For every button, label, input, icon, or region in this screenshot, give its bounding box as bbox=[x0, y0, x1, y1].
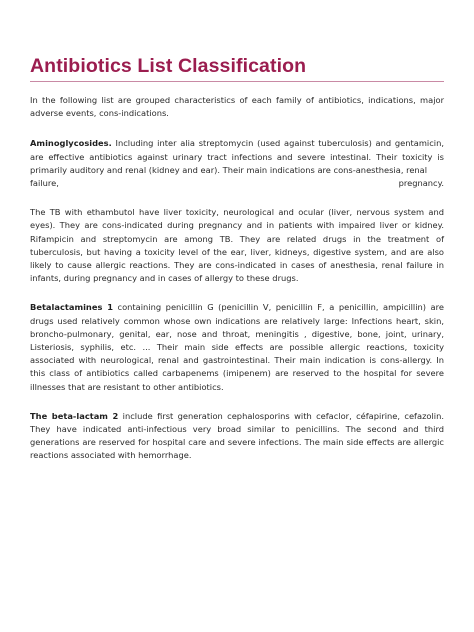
beta-lactam-2-text: include first generation cephalosporins with cefaclor, céfapirine, cefazolin. They have indicated anti-infectious very broad similar to penicillins. The second and third generations are reserved for hospital care and severe infections. The main side effects are allergic reactions associated with hemorrhage. bbox=[30, 410, 445, 461]
betalactamines-text: containing penicillin G (penicillin V, penicillin F, a penicillin, ampicillin) are drugs used relatively common whose own indications are relatively large: Infections heart, skin, broncho-pulmonary, genital, ear, nose and throat, meningitis , digestive, bone, joint, urinary, Listeriosis, syphilis, etc. ... Their main side effects are possible allergic reactions, toxicity associated with neurological, renal and gastrointestinal. Their main indication is cons-allergy. In this class of antibiotics called carbapenems (imipenem) are reserved to the hospital for severe illnesses that are resistant to other antibiotics. bbox=[30, 302, 444, 392]
aminoglycosides-text: Including inter alia streptomycin (used against tuberculosis) and gentamicin, are effective antibiotics against urinary tract infections and severe intestinal. Their toxicity is primarily auditory and renal (kidney and ear). Their main indications are cons-anesthesia, renal bbox=[30, 138, 444, 175]
document-title: Antibiotics List Classification bbox=[30, 54, 444, 82]
beta-lactam-2-paragraph bbox=[30, 410, 444, 463]
aminoglycosides-last-line: failure, pregnancy. bbox=[30, 178, 444, 189]
document-page bbox=[30, 54, 444, 463]
betalactamines-paragraph bbox=[30, 301, 444, 393]
intro-paragraph: In the following list are grouped characteristics of each family of antibiotics, indications, major adverse events, cons-indications. bbox=[30, 95, 444, 119]
aminoglycosides-paragraph bbox=[30, 137, 444, 190]
betalactamines-heading: Betalactamines 1 bbox=[30, 302, 113, 313]
aminoglycosides-heading: Aminoglycosides. bbox=[30, 138, 112, 149]
tb-paragraph: The TB with ethambutol have liver toxicity, neurological and ocular (liver, nervous system and eyes). They are cons-indicated during pregnancy and in patients with impaired liver or kidney. Rifampicin and streptomycin are among TB. They are related drugs in the treatment of tuberculosis, but having a toxicity level of the ear, liver, kidneys, digestive system, and are also likely to cause allergic reactions. They are cons-indicated in cases of anesthesia, renal failure in infants, during pregnancy and in cases of allergy to these drugs. bbox=[30, 207, 444, 284]
beta-lactam-2-heading: The beta-lactam 2 bbox=[30, 410, 119, 421]
